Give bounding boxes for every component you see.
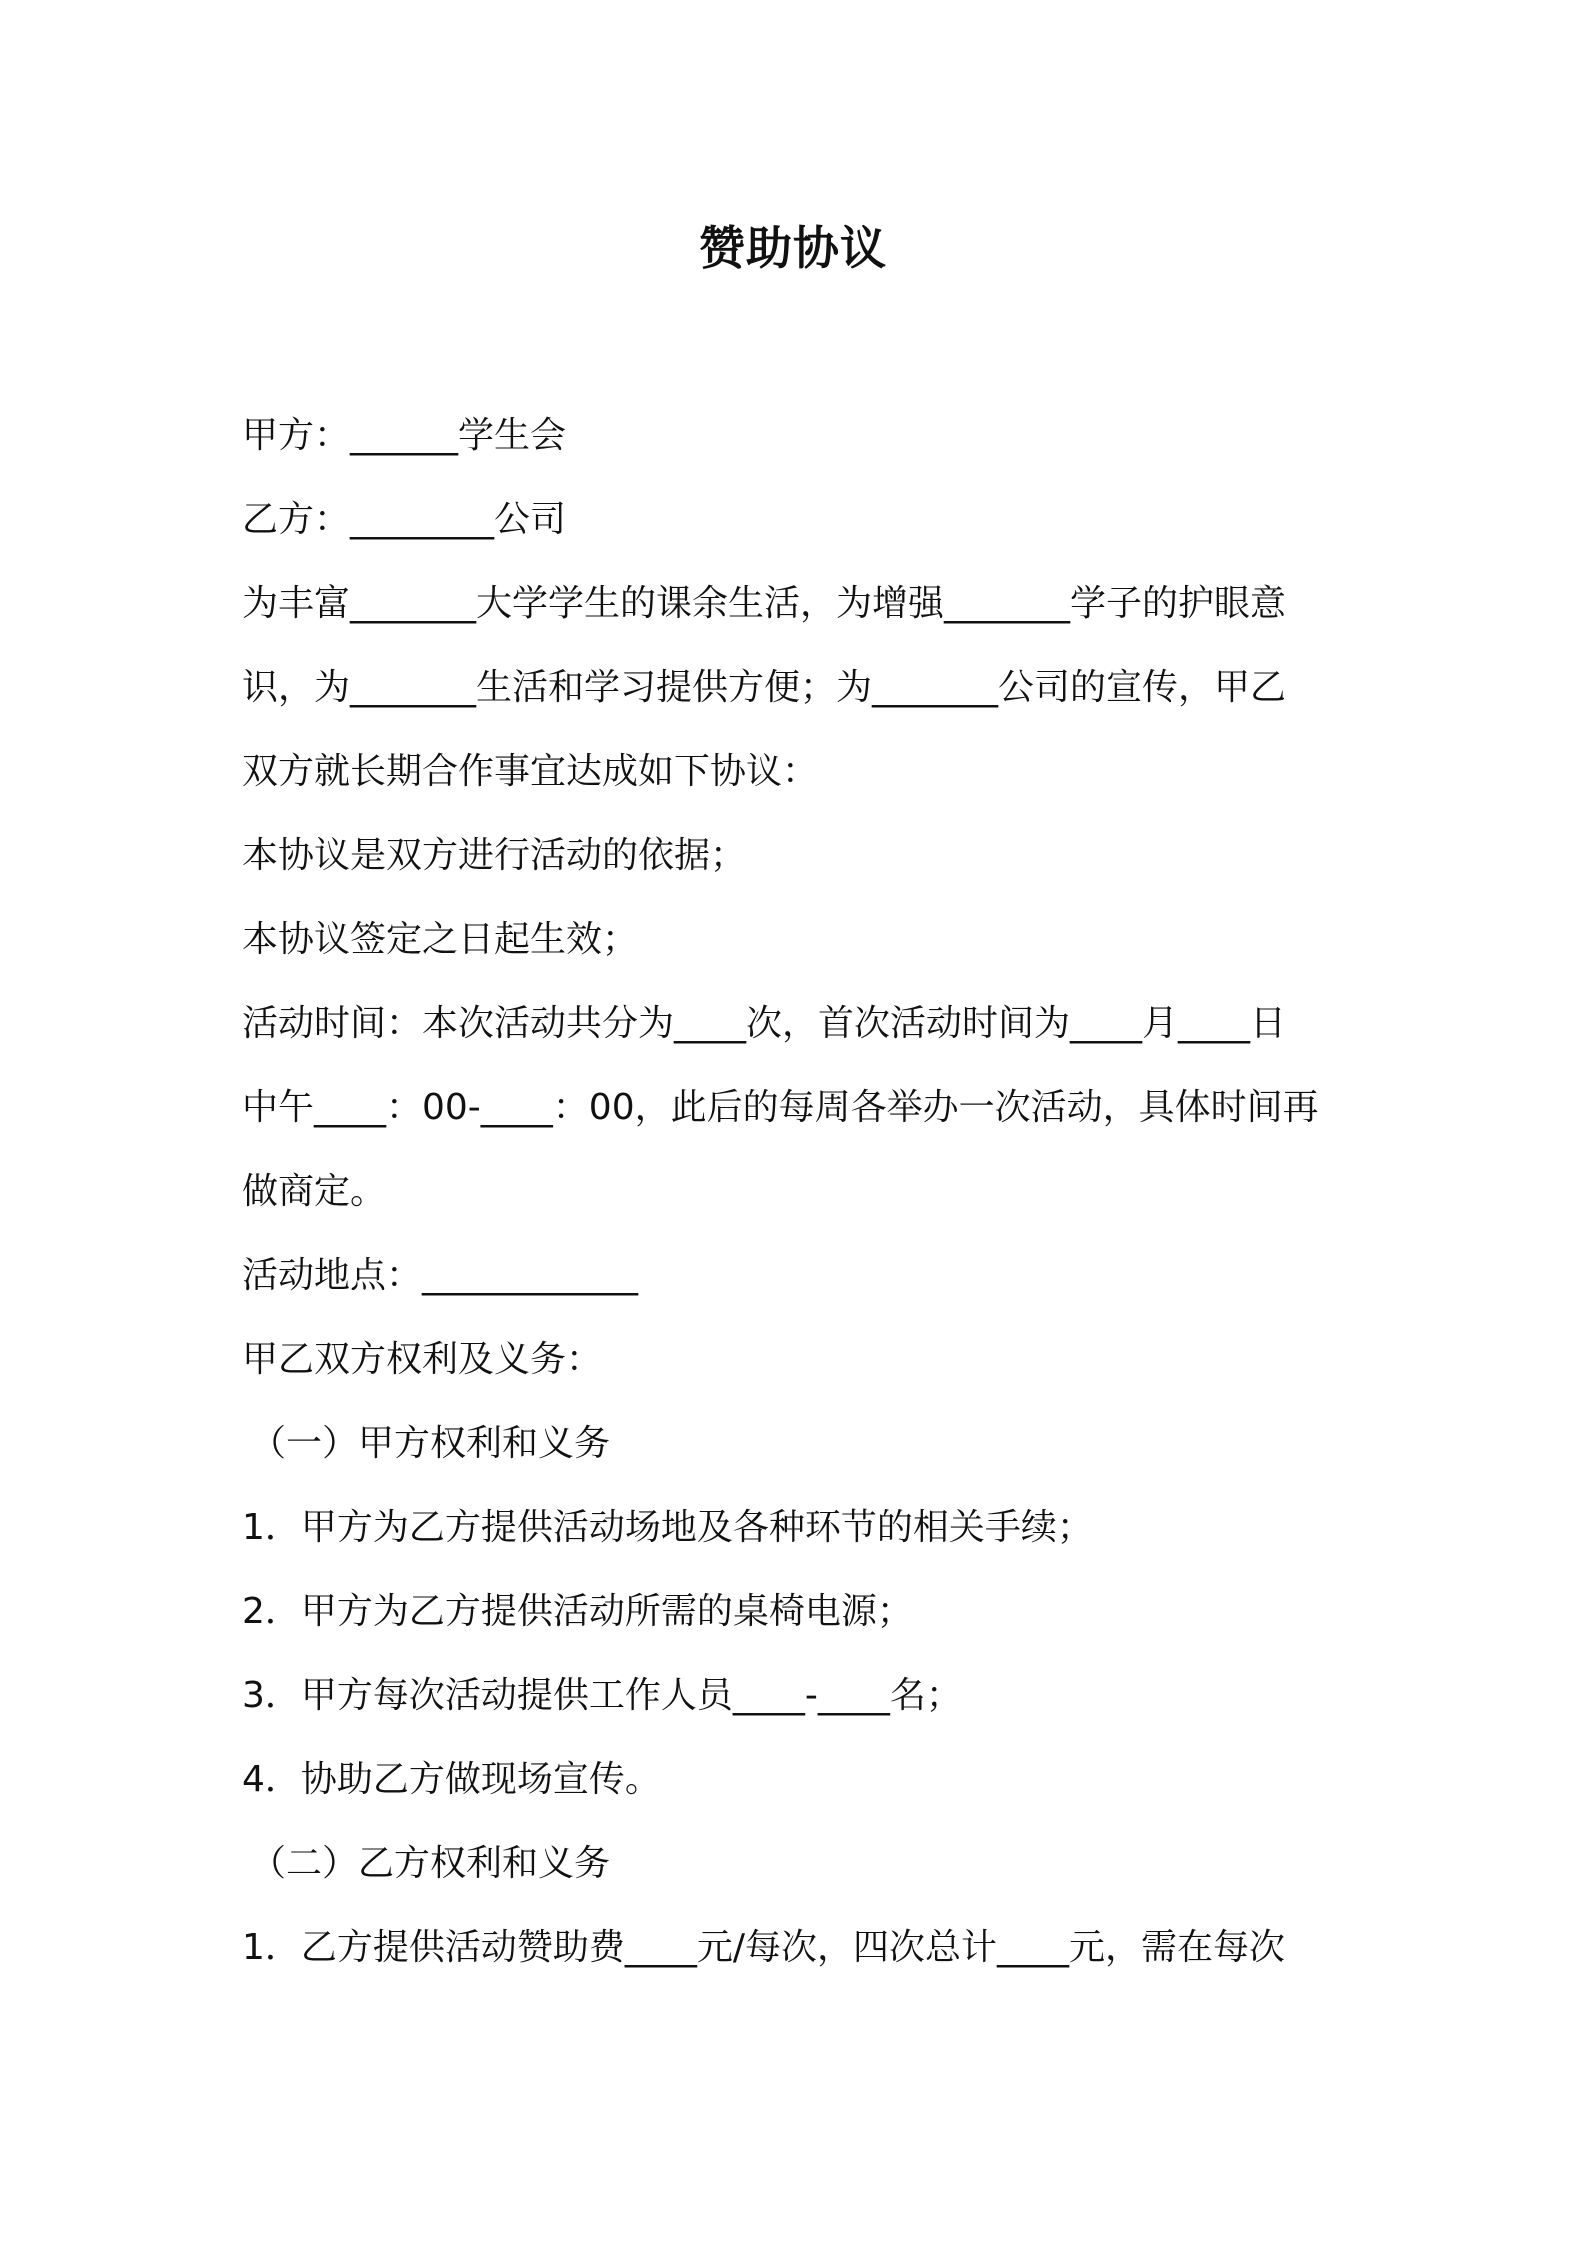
activity-time-line-2: 中午____：00-____：00，此后的每周各举办一次活动，具体时间再: [242, 1087, 1319, 1128]
section-a-item: 3．甲方每次活动提供工作人员____-____名；: [242, 1675, 962, 1716]
intro-line-2: 识，为_______生活和学习提供方便；为_______公司的宣传，甲乙: [242, 667, 1287, 708]
party-b-line: 乙方：________公司: [242, 499, 567, 540]
section-b-item: 1．乙方提供活动赞助费____元/每次，四次总计____元，需在每次: [242, 1927, 1286, 1968]
section-a-item: 4．协助乙方做现场宣传。: [242, 1759, 661, 1800]
intro-line-1: 为丰富_______大学学生的课余生活，为增强_______学子的护眼意: [242, 583, 1287, 624]
rights-heading: 甲乙双方权利及义务：: [242, 1339, 603, 1380]
party-a-line: 甲方：______学生会: [242, 415, 567, 456]
activity-place-line: 活动地点：____________: [242, 1255, 639, 1296]
document-title: 赞助协议: [699, 221, 887, 275]
intro-line-3: 双方就长期合作事宜达成如下协议：: [242, 751, 819, 792]
basis-line: 本协议是双方进行活动的依据；: [242, 835, 747, 876]
section-a-item: 1．甲方为乙方提供活动场地及各种环节的相关手续；: [242, 1507, 1093, 1548]
section-a-heading: （一）甲方权利和义务: [250, 1423, 611, 1464]
activity-time-line-3: 做商定。: [242, 1171, 387, 1212]
activity-time-line-1: 活动时间：本次活动共分为____次，首次活动时间为____月____日: [242, 1003, 1287, 1044]
effective-line: 本协议签定之日起生效；: [242, 919, 639, 960]
section-a-item: 2．甲方为乙方提供活动所需的桌椅电源；: [242, 1591, 913, 1632]
section-b-heading: （二）乙方权利和义务: [250, 1843, 611, 1884]
